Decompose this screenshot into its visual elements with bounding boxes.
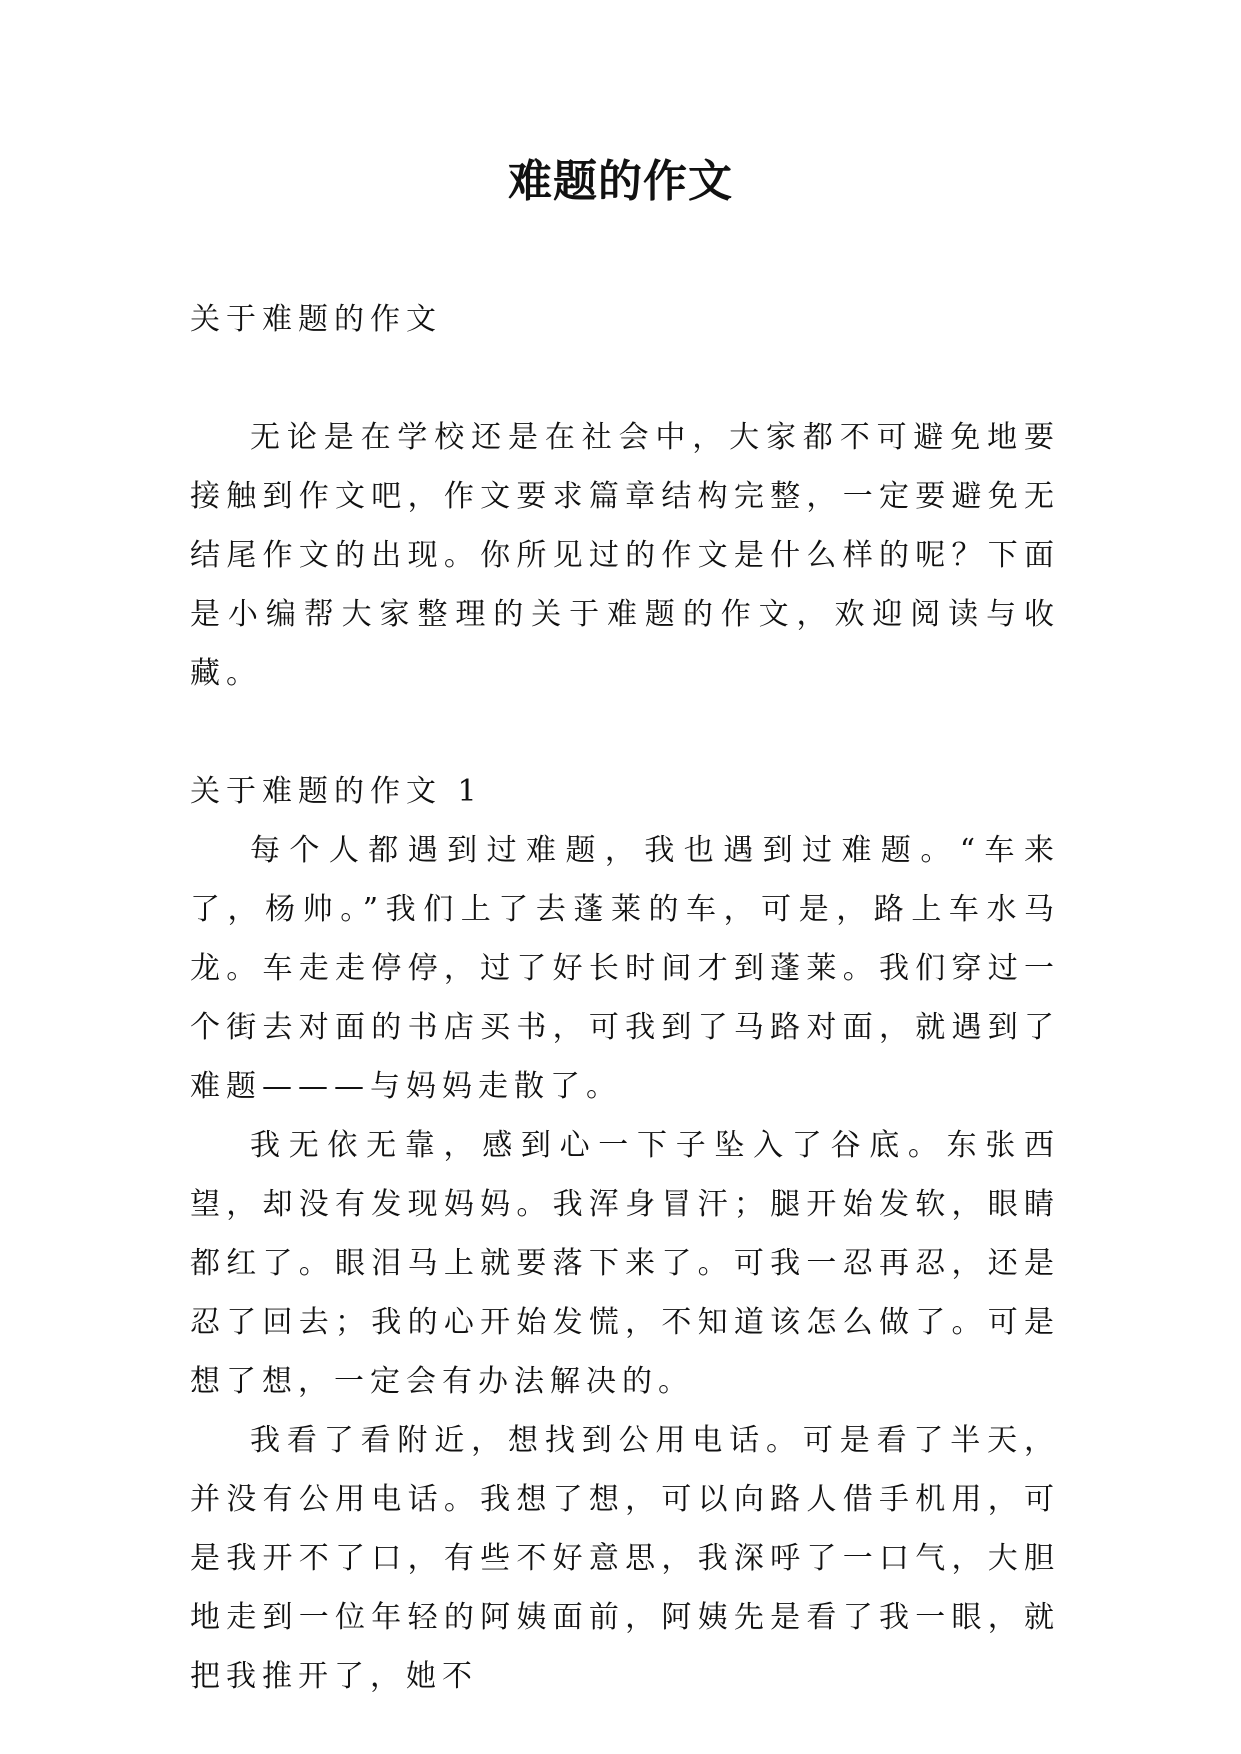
body-paragraph-3: 我看了看附近，想找到公用电话。可是看了半天，并没有公用电话。我想了想，可以向路人借手机用，可是我开不了口，有些不好意思，我深呼了一口气，大胆地走到一位年轻的阿姨面前，阿姨先是看了我一眼，就把我推开了，她不	[190, 1423, 1060, 1694]
document-body	[190, 290, 1060, 1706]
body-paragraph-1: 每个人都遇到过难题，我也遇到过难题。“车来了，杨帅。”我们上了去蓬莱的车，可是，路上车水马龙。车走走停停，过了好长时间才到蓬莱。我们穿过一个街去对面的书店买书，可我到了马路对面，就遇到了难题———与妈妈走散了。	[190, 833, 1060, 1104]
body-paragraph-2: 我无依无靠，感到心一下子坠入了谷底。东张西望，却没有发现妈妈。我浑身冒汗；腿开始发软，眼睛都红了。眼泪马上就要落下来了。可我一忍再忍，还是忍了回去；我的心开始发慌，不知道该怎么做了。可是想了想，一定会有办法解决的。	[190, 1128, 1060, 1399]
section-heading: 关于难题的作文 1	[190, 774, 483, 809]
document-subtitle: 关于难题的作文	[190, 302, 442, 337]
document-title: 难题的作文	[508, 156, 733, 207]
intro-paragraph: 无论是在学校还是在社会中，大家都不可避免地要接触到作文吧，作文要求篇章结构完整，一定要避免无结尾作文的出现。你所见过的作文是什么样的呢？下面是小编帮大家整理的关于难题的作文，欢迎阅读与收藏。	[190, 420, 1060, 691]
